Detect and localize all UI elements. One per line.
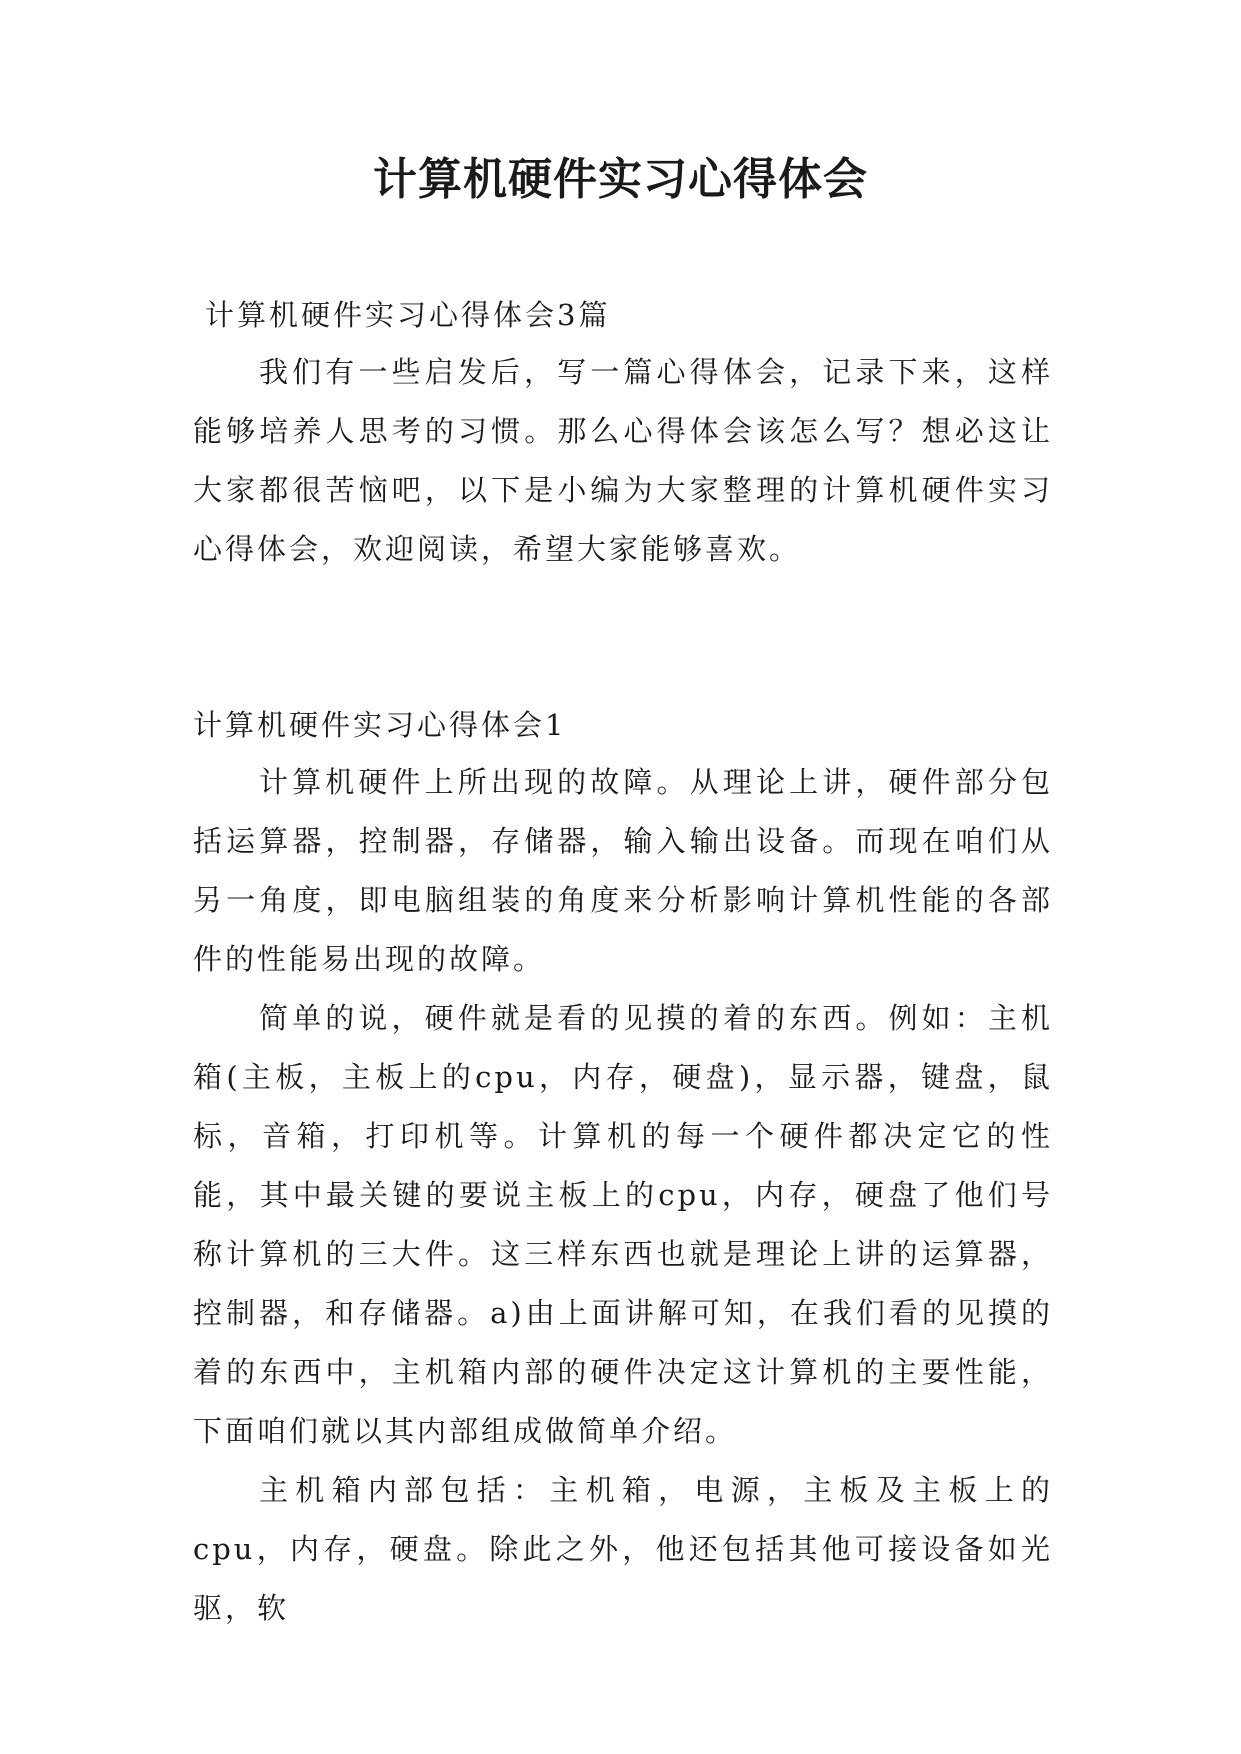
document-title: 计算机硬件实习心得体会 — [373, 154, 868, 205]
document-subtitle: 计算机硬件实习心得体会3篇 — [205, 298, 611, 332]
body-paragraph: 主机箱内部包括：主机箱，电源，主板及主板上的cpu，内存，硬盘。除此之外，他还包括其他可接设备如光驱，软 — [193, 1473, 1053, 1625]
section-heading: 计算机硬件实习心得体会1 — [193, 708, 567, 742]
body-paragraph: 计算机硬件上所出现的故障。从理论上讲，硬件部分包括运算器，控制器，存储器，输入输出设备。而现在咱们从另一角度，即电脑组装的角度来分析影响计算机性能的各部件的性能易出现的故障。 — [193, 765, 1053, 976]
body-paragraph: 简单的说，硬件就是看的见摸的着的东西。例如：主机箱(主板，主板上的cpu，内存，硬盘)，显示器，键盘，鼠标，音箱，打印机等。计算机的每一个硬件都决定它的性能，其中最关键的要说主板上的cpu，内存，硬盘了他们号称计算机的三大件。这三样东西也就是理论上讲的运算器，控制器，和存储器。a)由上面讲解可知，在我们看的见摸的着的东西中，主机箱内部的硬件决定这计算机的主要性能，下面咱们就以其内部组成做简单介绍。 — [193, 1001, 1053, 1448]
intro-paragraph: 我们有一些启发后，写一篇心得体会，记录下来，这样能够培养人思考的习惯。那么心得体会该怎么写？想必这让大家都很苦恼吧，以下是小编为大家整理的计算机硬件实习心得体会，欢迎阅读，希望大家能够喜欢。 — [193, 355, 1053, 566]
